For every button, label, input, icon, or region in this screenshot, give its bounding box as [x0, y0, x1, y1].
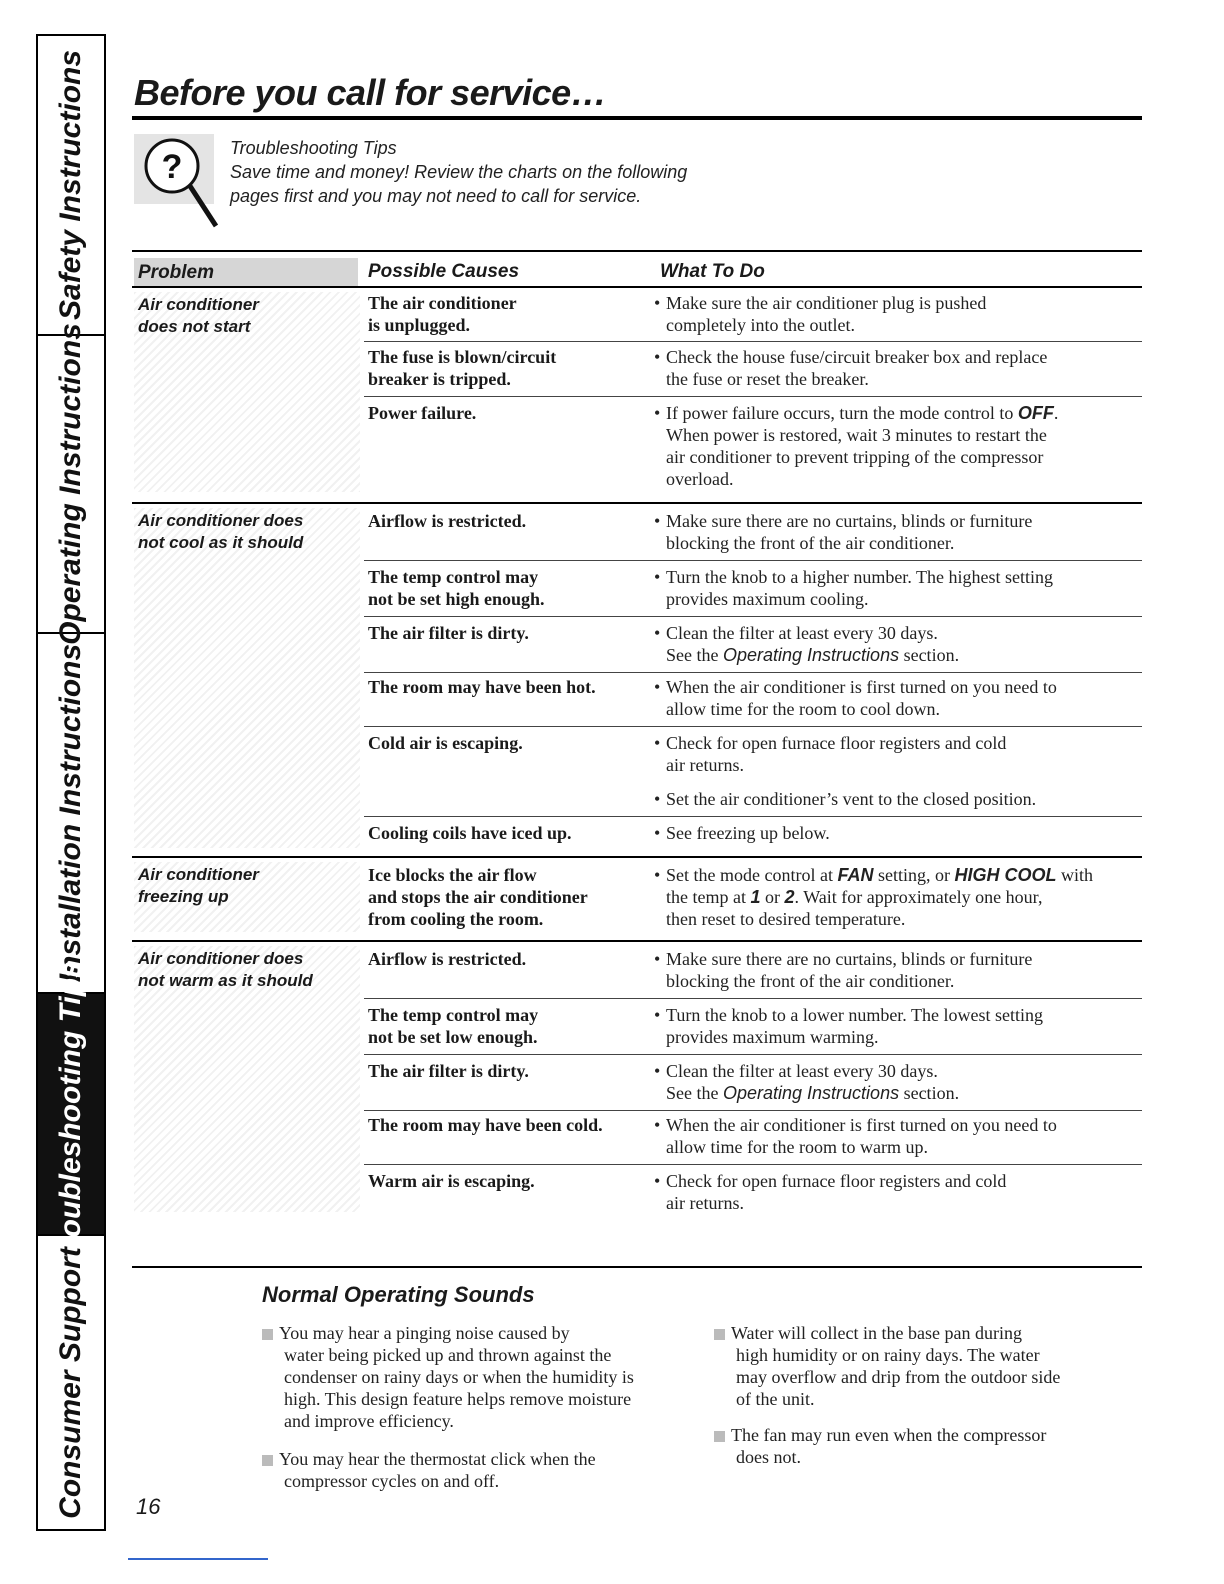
- row-rule: [364, 1110, 1142, 1111]
- tab-label: Consumer Support: [54, 1246, 87, 1519]
- cause-ice-blocks: Ice blocks the air flow and stops the air conditioner from cooling the room.: [368, 865, 588, 929]
- todo-clean-filter: • Clean the filter at least every 30 days. See the Operating Instructions section.: [654, 623, 960, 665]
- cause-power-failure: Power failure.: [368, 403, 477, 423]
- svg-text:?: ?: [161, 148, 183, 186]
- page-link-underline: [128, 1558, 268, 1560]
- cause-room-hot: The room may have been hot.: [368, 677, 596, 697]
- page-number: 16: [136, 1494, 161, 1519]
- bullet-square-icon: [714, 1329, 725, 1340]
- cause-temp-not-high: The temp control may not be set high enough.: [368, 567, 545, 609]
- group-rule: [132, 940, 1142, 942]
- tips-heading: Troubleshooting Tips: [230, 138, 397, 158]
- row-rule: [364, 341, 1142, 342]
- tab-installation-instructions[interactable]: [38, 634, 104, 994]
- todo-check-fuse: • Check the house fuse/circuit breaker box and replace the fuse or reset the breaker.: [654, 347, 1048, 389]
- troubleshooting-tips-intro: [230, 136, 687, 208]
- todo-allow-warm: • When the air conditioner is first turned on you need to allow time for the room to warm up.: [654, 1115, 1057, 1157]
- problem-does-not-warm: Air conditioner does not warm as it should: [138, 949, 313, 990]
- todo-lower-number: • Turn the knob to a lower number. The lowest setting provides maximum warming.: [654, 1005, 1043, 1047]
- tab-operating-instructions[interactable]: [38, 323, 104, 645]
- tab-label: Installation Instructions: [54, 643, 87, 983]
- problem-freezing-up: Air conditioner freezing up: [138, 865, 259, 906]
- tips-text-line: pages first and you may not need to call for service.: [230, 186, 642, 206]
- sound-item-thermostat: You may hear the thermostat click when the compressor cycles on and off.: [262, 1448, 702, 1492]
- todo-check-registers: • Check for open furnace floor registers and cold air returns.: [654, 1171, 1007, 1213]
- tab-label: Troubleshooting Tips: [54, 961, 87, 1267]
- cause-warm-air-escaping: Warm air is escaping.: [368, 1171, 535, 1191]
- row-rule: [364, 560, 1142, 561]
- tab-safety-instructions[interactable]: [38, 36, 104, 336]
- todo-clean-filter: • Clean the filter at least every 30 days. See the Operating Instructions section.: [654, 1061, 960, 1103]
- header-problem: Problem: [134, 258, 358, 288]
- section-sidebar: [36, 34, 106, 1531]
- todo-plug-in: • Make sure the air conditioner plug is pushed completely into the outlet.: [654, 293, 987, 335]
- cause-airflow-restricted: Airflow is restricted.: [368, 511, 527, 531]
- cause-airflow-restricted: Airflow is restricted.: [368, 949, 527, 969]
- row-rule: [364, 672, 1142, 673]
- todo-see-freezing: • See freezing up below.: [654, 823, 830, 843]
- cause-unplugged: The air conditioner is unplugged.: [368, 293, 517, 335]
- row-rule: [364, 1164, 1142, 1165]
- tab-troubleshooting-tips[interactable]: [38, 961, 104, 1267]
- problem-does-not-start: Air conditioner does not start: [138, 295, 259, 336]
- header-rule: [132, 286, 1142, 288]
- header-possible-causes: Possible Causes: [368, 261, 520, 282]
- header-what-to-do: What To Do: [660, 261, 765, 282]
- row-rule: [364, 1054, 1142, 1055]
- todo-clear-front: • Make sure there are no curtains, blinds or furniture blocking the front of the air conditioner.: [654, 511, 1033, 553]
- sounds-title: Normal Operating Sounds: [262, 1282, 535, 1307]
- cause-cold-air-escaping: Cold air is escaping.: [368, 733, 523, 753]
- sound-item-water: Water will collect in the base pan during high humidity or on rainy days. The water may overflow and drip from the outdoor side of the unit.: [714, 1322, 1134, 1410]
- cause-filter-dirty: The air filter is dirty.: [368, 1061, 529, 1081]
- sounds-rule: [132, 1266, 1142, 1268]
- tab-label: Safety Instructions: [54, 49, 87, 321]
- sound-item-fan: The fan may run even when the compressor does not.: [714, 1424, 1134, 1468]
- todo-clear-front: • Make sure there are no curtains, blinds or furniture blocking the front of the air conditioner.: [654, 949, 1033, 991]
- todo-higher-number: • Turn the knob to a higher number. The highest setting provides maximum cooling.: [654, 567, 1053, 609]
- tab-consumer-support[interactable]: [38, 1236, 104, 1529]
- title-rule: [132, 116, 1142, 120]
- bullet-square-icon: [262, 1455, 273, 1466]
- todo-close-vent: • Set the air conditioner’s vent to the closed position.: [654, 789, 1037, 809]
- group-rule: [132, 502, 1142, 504]
- cause-coils-iced: Cooling coils have iced up.: [368, 823, 572, 843]
- question-magnifier-icon: [134, 130, 226, 230]
- row-rule: [364, 998, 1142, 999]
- problem-does-not-cool: Air conditioner does not cool as it should: [138, 511, 304, 552]
- todo-fan-setting: • Set the mode control at FAN setting, or HIGH COOL with the temp at 1 or 2. Wait for approximately one hour, then reset to desired temperature.: [654, 865, 1093, 929]
- page-title: Before you call for service…: [134, 72, 607, 113]
- bullet-square-icon: [714, 1431, 725, 1442]
- table-top-rule: [132, 250, 1142, 252]
- row-rule: [364, 816, 1142, 817]
- bullet-square-icon: [262, 1329, 273, 1340]
- todo-allow-cool: • When the air conditioner is first turned on you need to allow time for the room to cool down.: [654, 677, 1057, 719]
- todo-power-failure: • If power failure occurs, turn the mode control to OFF. When power is restored, wait 3 minutes to restart the air conditioner to prevent tripping of the compressor overload.: [654, 403, 1059, 489]
- row-rule: [364, 396, 1142, 397]
- tips-text-line: Save time and money! Review the charts on the following: [230, 162, 688, 182]
- problem-shade: [134, 508, 360, 848]
- todo-check-registers: • Check for open furnace floor registers and cold air returns.: [654, 733, 1007, 775]
- cause-room-cold: The room may have been cold.: [368, 1115, 603, 1135]
- cause-fuse-blown: The fuse is blown/circuit breaker is tripped.: [368, 347, 557, 389]
- sound-item-pinging: You may hear a pinging noise caused by water being picked up and thrown against the condenser on rainy days or when the humidity is high. This design feature helps remove moisture and improve efficiency.: [262, 1322, 702, 1432]
- group-rule: [132, 856, 1142, 858]
- row-rule: [364, 616, 1142, 617]
- cause-filter-dirty: The air filter is dirty.: [368, 623, 529, 643]
- row-rule: [364, 726, 1142, 727]
- tab-label: Operating Instructions: [54, 323, 87, 645]
- cause-temp-not-low: The temp control may not be set low enough.: [368, 1005, 539, 1047]
